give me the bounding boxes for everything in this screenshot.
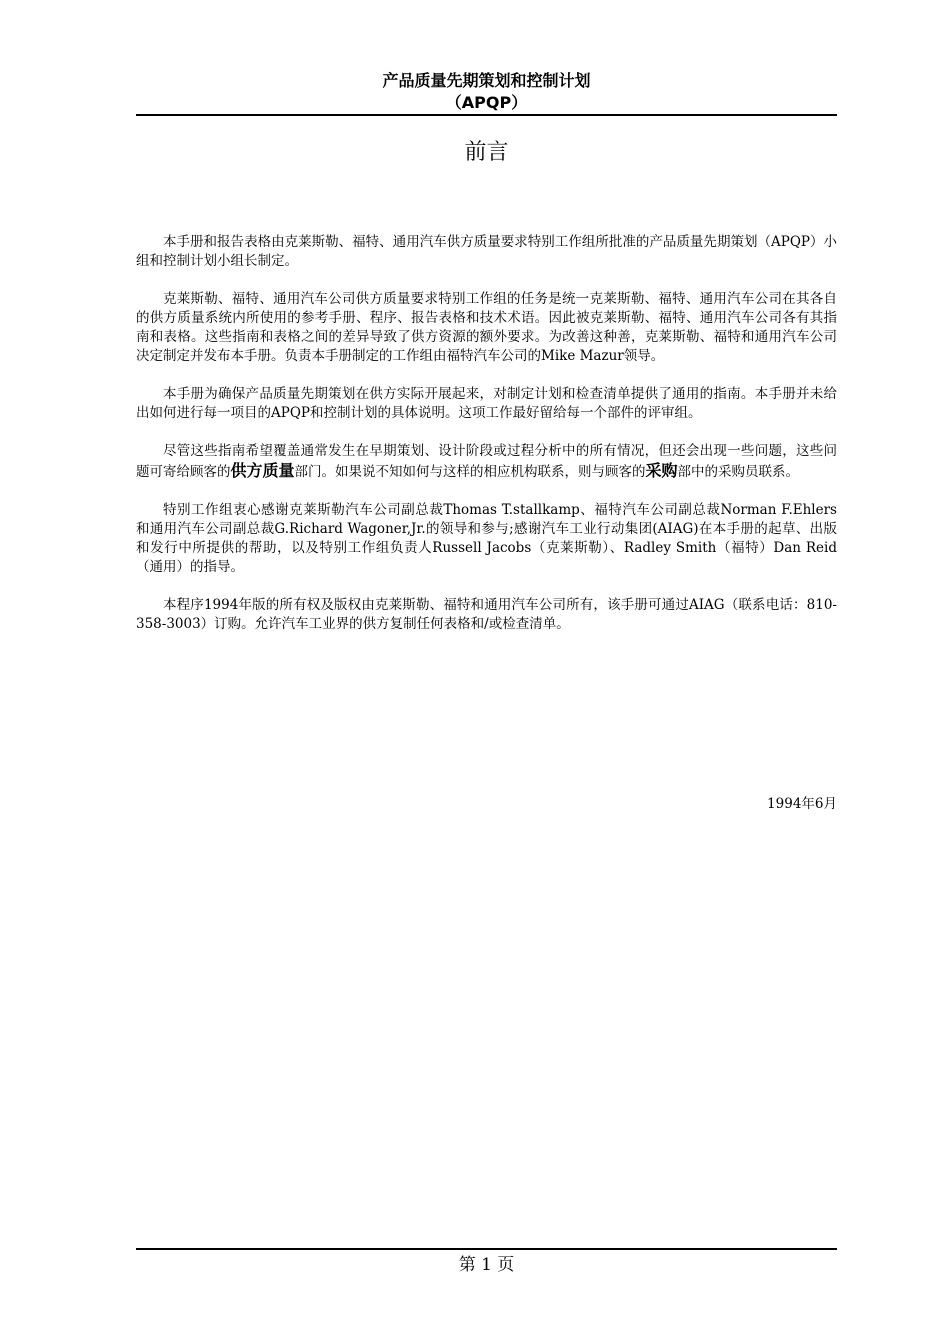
body-text (136, 233, 837, 634)
paragraph-4 (136, 442, 837, 482)
paragraph-6: 本程序1994年版的所有权及版权由克莱斯勒、福特和通用汽车公司所有，该手册可通过AIAG（联系电话：810-358-3003）订购。允许汽车工业界的供方复制任何表格和/或检查清单。 (136, 597, 837, 632)
document-title: 产品质量先期策划和控制计划 (382, 71, 591, 90)
document-date: 1994年6月 (767, 796, 837, 812)
paragraph-4-part-2: 部门。如果说不知如何与这样的相应机构联系，则与顾客的 (294, 464, 646, 480)
document-subtitle: （APQP） (445, 93, 528, 112)
footer-divider (136, 1248, 837, 1250)
paragraph-4-part-3: 部中的采购员联系。 (677, 464, 800, 480)
paragraph-5: 特别工作组衷心感谢克莱斯勒汽车公司副总裁Thomas T.stallkamp、福特汽车公司副总裁Norman F.Ehlers 和通用汽车公司副总裁G.Richard Wagoner,Jr.的领导和参与;感谢汽车工业行动集团(AIAG)在本手册的起草、出版和发行中所提供的帮助，以及特别工作组负责人Russell Jacobs（克莱斯勒）、Radley Smith（福特）Dan Reid（通用）的指导。 (136, 502, 837, 575)
header-divider (136, 114, 837, 116)
paragraph-1: 本手册和报告表格由克莱斯勒、福特、通用汽车供方质量要求特别工作组所批准的产品质量先期策划（APQP）小组和控制计划小组长制定。 (136, 234, 837, 269)
emphasis-purchasing: 采购 (645, 461, 678, 480)
section-title: 前言 (464, 140, 509, 165)
page-number: 第 1 页 (458, 1255, 515, 1275)
paragraph-2: 克莱斯勒、福特、通用汽车公司供方质量要求特别工作组的任务是统一克莱斯勒、福特、通用汽车公司在其各自的供方质量系统内所使用的参考手册、程序、报告表格和技术术语。因此被克莱斯勒、福特、通用汽车公司各有其指南和表格。这些指南和表格之间的差异导致了供方资源的额外要求。为改善这种善，克莱斯勒、福特和通用汽车公司决定制定并发布本手册。负责本手册制定的工作组由福特汽车公司的Mike Mazur领导。 (136, 291, 837, 364)
emphasis-supplier-quality: 供方质量 (230, 461, 295, 480)
paragraph-4-part-1: 尽管这些指南希望覆盖通常发生在早期策划、设计阶段或过程分析中的所有情况，但还会出现一些问题，这些问题可寄给顾客的 (136, 443, 837, 480)
page-header (136, 70, 837, 114)
paragraph-3: 本手册为确保产品质量先期策划在供方实际开展起来，对制定计划和检查清单提供了通用的指南。本手册并未给出如何进行每一项目的APQP和控制计划的具体说明。这项工作最好留给每一个部件的评审组。 (136, 386, 837, 421)
